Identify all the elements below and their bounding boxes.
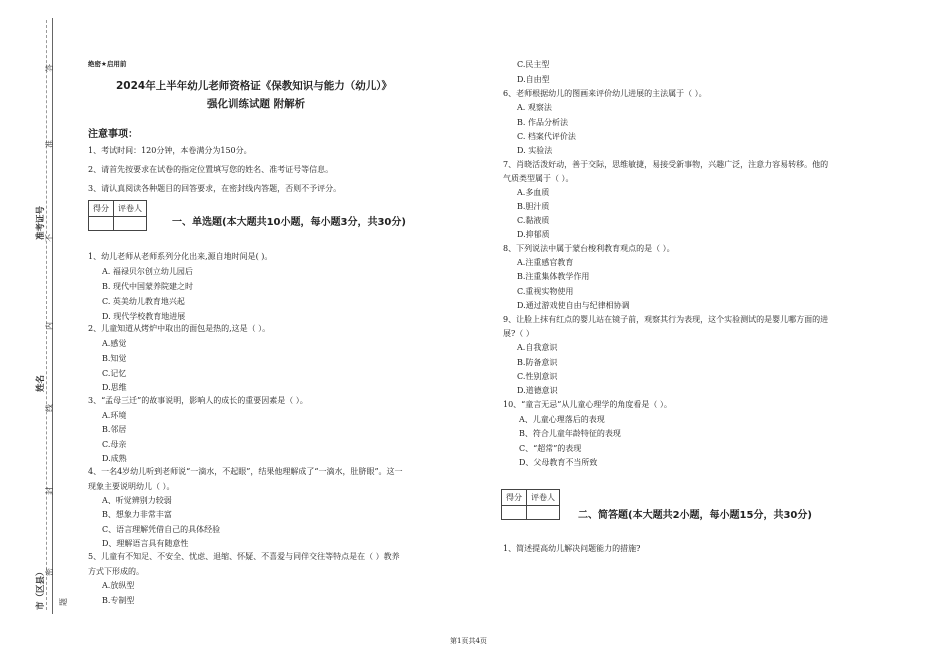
question-stem: 方式下形成的。	[88, 567, 144, 576]
option: D.通过游戏使自由与纪律相协调	[517, 301, 630, 310]
notice-item: 3、请认真阅读各种题目的回答要求，在密封线内答题，否则不予评分。	[88, 184, 342, 193]
page-number: 第1页共4页	[450, 637, 487, 645]
option: C.民主型	[517, 60, 550, 69]
option: B.邻居	[102, 425, 127, 434]
question-stem: 7、肖晓活泼好动，善于交际，思维敏捷，易接受新事物，兴趣广泛，注意力容易转移。他的	[503, 160, 829, 169]
grader-label: 评卷人	[527, 490, 560, 506]
seal-line	[46, 20, 47, 610]
option: C.性别意识	[517, 372, 558, 381]
question-stem: 2、儿童知道从烤炉中取出的面包是热的,这是（ ）。	[88, 324, 271, 333]
name-field: 姓名	[36, 374, 46, 392]
section1-heading: 一、单选题(本大题共10小题，每小题3分，共30分)	[172, 217, 406, 228]
notice-heading: 注意事项：	[88, 129, 138, 140]
margin-tick: 不	[45, 234, 54, 242]
question-stem: 10、“童言无忌”从儿童心理学的角度看是（ ）。	[503, 400, 672, 409]
option: A、儿童心理落后的表现	[519, 415, 605, 424]
option: B.注重集体教学作用	[517, 272, 590, 281]
section2-heading: 二、简答题(本大题共2小题，每小题15分，共30分)	[578, 510, 812, 521]
option: A.放纵型	[102, 581, 135, 590]
option: C、语言理解凭借自己的具体经验	[102, 525, 221, 534]
option: B. 现代中国蒙养院建之时	[102, 282, 193, 291]
exam-subtitle: 强化训练试题 附解析	[207, 98, 306, 110]
option: C、“超常”的表现	[519, 444, 582, 453]
margin-rule	[52, 18, 53, 614]
option: A、听觉辨别力较弱	[102, 496, 172, 505]
question-stem: 展?（ ）	[503, 329, 534, 338]
option: C.重视实物使用	[517, 287, 574, 296]
option: C.记忆	[102, 369, 127, 378]
question-stem: 1、幼儿老师从老师系列分化出来,源自地时间是( )。	[88, 252, 273, 261]
option: B、符合儿童年龄特征的表现	[519, 429, 621, 438]
margin-tick: 线	[45, 404, 54, 412]
exam-title: 2024年上半年幼儿老师资格证《保教知识与能力（幼儿）》	[116, 80, 392, 92]
option: D. 现代学校教育地进展	[102, 312, 186, 321]
option: B、想象力非常丰富	[102, 510, 172, 519]
score-label: 得分	[502, 490, 527, 506]
question-stem: 1、简述提高幼儿解决问题能力的措施?	[503, 544, 641, 553]
option: D.抑郁质	[517, 230, 550, 239]
question-stem: 8、下列说法中属于蒙台梭利教育观点的是（ ）。	[503, 244, 675, 253]
option: C.黏液质	[517, 216, 550, 225]
option: A.注重感官教育	[517, 258, 574, 267]
option: B. 作品分析法	[517, 118, 568, 127]
notice-item: 1、考试时间：120分钟，本卷满分为150分。	[88, 146, 252, 155]
exam-number-field: 准考证号	[36, 205, 46, 240]
question-stem: 气质类型属于（ ）。	[503, 174, 574, 183]
margin-tick: 密	[45, 568, 54, 576]
secret-mark: 绝密★启用前	[88, 60, 127, 68]
option: D.道德意识	[517, 386, 558, 395]
question-stem: 现象主要说明幼儿（ ）。	[88, 482, 175, 491]
question-stem: 5、儿童有不知足、不安全、忧虑、退缩、怀疑、不喜爱与同伴交往等特点是在（ ）教养	[88, 552, 400, 561]
grader-cell[interactable]	[114, 217, 147, 231]
grader-cell[interactable]	[527, 506, 560, 520]
option: A.环境	[102, 411, 127, 420]
score-cell[interactable]	[502, 506, 527, 520]
option: B.防备意识	[517, 358, 558, 367]
option: A. 观察法	[517, 103, 552, 112]
district-field: 市（区县）	[36, 567, 46, 610]
margin-tick: 准	[45, 140, 54, 148]
option: D、父母教育不当所致	[519, 458, 598, 467]
option: A.多血质	[517, 188, 550, 197]
question-stem: 3、“孟母三迁”的故事说明，影响人的成长的重要因素是（ ）。	[88, 396, 308, 405]
option: C. 英美幼儿教育地兴起	[102, 297, 185, 306]
option: B.知觉	[102, 354, 127, 363]
option: D、理解语言具有随意性	[102, 539, 189, 548]
question-stem: 9、让脸上抹有红点的婴儿站在镜子前，观察其行为表现，这个实验测试的是婴儿哪方面的进	[503, 315, 829, 324]
score-cell[interactable]	[89, 217, 114, 231]
option: D.成熟	[102, 454, 127, 463]
option: B.专制型	[102, 596, 135, 605]
option: B.胆汁质	[517, 202, 550, 211]
score-label: 得分	[89, 201, 114, 217]
option: C.母亲	[102, 440, 127, 449]
option: A.自我意识	[517, 343, 558, 352]
option: C. 档案代评价法	[517, 132, 576, 141]
margin-tick: 封	[45, 487, 54, 495]
score-box	[88, 200, 147, 231]
score-box	[501, 489, 560, 520]
option: D.思维	[102, 383, 127, 392]
grader-label: 评卷人	[114, 201, 147, 217]
option: D. 实验法	[517, 146, 553, 155]
question-stem: 4、一名4岁幼儿听到老师说“一滴水，不起眼”，结果他理解成了“一滴水，肚脐眼”。这一	[88, 467, 403, 476]
notice-item: 2、请首先按要求在试卷的指定位置填写您的姓名、准考证号等信息。	[88, 165, 334, 174]
margin-label: 题	[59, 598, 68, 606]
question-stem: 6、老师根据幼儿的图画来评价幼儿进展的主法属于（ ）。	[503, 89, 707, 98]
option: D.自由型	[517, 75, 550, 84]
option: A.感觉	[102, 339, 127, 348]
margin-tick: 答	[45, 64, 54, 72]
option: A. 福禄贝尔创立幼儿园后	[102, 267, 193, 276]
margin-tick: 内	[45, 322, 54, 330]
